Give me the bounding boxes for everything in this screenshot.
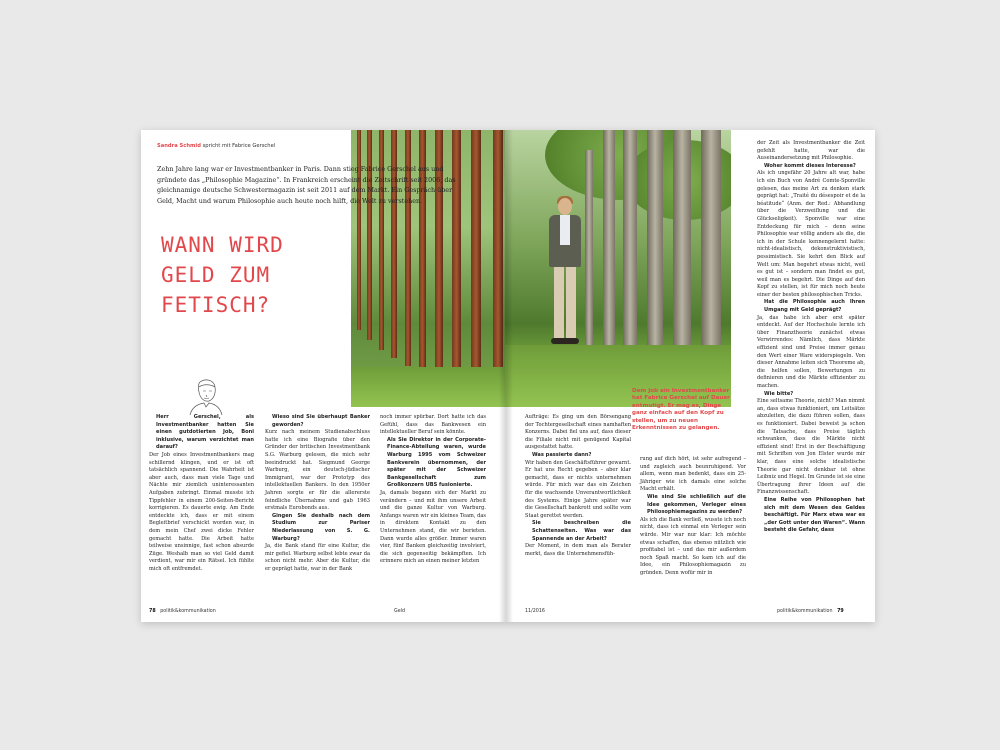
- question: Herr Gerschel, als Investmentbanker hatten Sie einen gutdotierten Job, Boni inklusive, warum verzichtet man darauf?: [156, 414, 254, 451]
- author-name: Sandra Schmid: [157, 143, 201, 149]
- section-name: politik&kommunikation: [777, 609, 833, 614]
- answer: Wir haben den Geschäftsführer gewarnt. Er hat uns Recht gegeben – aber klar gemacht, dass er nichts unternehmen würde. Für mich war das ein Zeichen für die wachsende Unverantwortlichkeit des Systems. Einige Jahre später war die Gesellschaft bankrott und sollte vom Staat gerettet werden.: [525, 459, 631, 519]
- column-1: [149, 414, 254, 573]
- answer: Ja, die Bank stand für eine Kultur, die mir gefiel. Warburg selbst lebte zwar da schon nicht mehr. Aber die Kultur, die er geprägt hatte, war in der Bank: [265, 543, 370, 572]
- byline-rest: spricht mit Fabrice Gerschel: [200, 143, 276, 149]
- left-page: [141, 130, 505, 622]
- portrait-sketch-icon: [186, 378, 226, 416]
- page-number: 79: [837, 609, 844, 614]
- answer: Der Job eines Investmentbankers mag schillernd klingen, und er ist oft tatsächlich spannend. Die Wahrheit ist aber auch, dass man viele Tage und Nächte mir ziemlich uninteressanten Aufgaben zubringt. Einmal musste ich Tippfehler in einem 200-Seiten-Bericht korrigieren. Es dauerte ewig. Am Ende entdeckte ich, dass er mit einem Begleitbrief verschickt worden war, in dem mein Chef zwei dicke Fehler gemacht hatte. Die Arbeit hatte teilweise unsinnige, fast schon absurde Züge. Weshalb man so viel Geld damit verdient, war mir ein Rätsel. Ich fühlte mich oft entfremdet.: [149, 451, 254, 572]
- question: Wieso sind Sie überhaupt Banker geworden?: [272, 414, 370, 428]
- section-name: politik&kommunikation: [160, 609, 216, 614]
- answer: Kurz nach meinem Studienabschluss hatte ich eine Biografie über den Gründer der britischen Investmentbank S.G. Warburg gelesen, die mich sehr beeindruckt hat. Siegmund George Warburg, ein deutsch-jüdischer Immigrant, war der Prototyp des intellektuellen Bankers. In den 1950er Jahren sorgte er für die allererste feindliche Übernahme und gab 1963 erstmals Eurobonds aus.: [265, 429, 370, 512]
- left-footer: [149, 609, 216, 614]
- column-4: [525, 414, 631, 558]
- answer: Aufträge: Es ging um den Börsengang der Tochtergesellschaft eines namhaften Konzerns. Dabei fiel uns auf, dass dieser die Filiale nicht mit genügend Kapital ausgestattet hatte.: [525, 414, 631, 451]
- answer: Eine seltsame Theorie, nicht? Man nimmt an, dass etwas funktioniert, um Leitsätze abzuleiten, die dazu führen sollen, dass es funktioniert. Dabei beweist ja schon die Tatsache, dass Preise täglich schwanken, dass die Märkte nicht effizient sind! Erst in der Beschäftigung mit Schriften von Jon Elster wurde mir klar, dass eine solche idealistische Theorie gar nicht denkbar ist ohne Leibniz und Hegel. Im Grunde ist sie eine Übertragung ihrer Ideen auf die Finanzwissenschaft.: [757, 398, 865, 496]
- magazine-spread: [141, 130, 875, 622]
- byline: [157, 143, 275, 149]
- answer: rung auf dich hört, ist sehr aufregend – und zugleich auch beunruhigend. Vor allem, wenn man bedenkt, dass ein 25-Jähriger wie ich damals eine solche Macht erhält.: [640, 456, 746, 493]
- column-6: [757, 140, 865, 535]
- question: Sie beschreiben die Schattenseiten. Was war das Spannende an der Arbeit?: [532, 520, 631, 542]
- photo-right-half: [505, 130, 731, 407]
- question: Wie sind Sie schließlich auf die Idee gekommen, Verleger eines Philosophiemagazins zu werden?: [647, 493, 746, 516]
- page-gutter: [499, 130, 513, 622]
- question: Was passierte dann?: [532, 451, 592, 458]
- question: Hat die Philosophie auch Ihren Umgang mit Geld geprägt?: [764, 299, 865, 314]
- answer: Als ich ungefähr 20 Jahre alt war, habe ich ein Buch von André Comte-Sponville gelesen, das meine Art zu denken stark geprägt hat: „Traité du désespoir et de la béatitude“ (Anm. der Red.: Abhandlung über die Verzweiflung und die Glückseligkeit). Sponville war eine Entdeckung für mich – denn seine Philosophie war völlig anders als die, die ich in der Schule kennengelernt hatte: nicht-idealistisch, dekonstruktivistisch, pessimistisch. Sie kehrt den Blick auf Welt um: Man begehrt etwas nicht, weil es gut ist – sondern man findet es gut, weil man es begehrt. Die Dinge auf den Kopf zu stellen, ist für mich noch heute einer der besten philosophischen Tricks.: [757, 170, 865, 298]
- column-5: [640, 456, 746, 578]
- question: Als Sie Direktor in der Corporate-Finance-Abteilung waren, wurde Warburg 1995 vom Schweizer Bankverein übernommen, der später mit der Schweizer Bankgesellschaft zum Großkonzern UBS fusionierte.: [387, 436, 486, 489]
- answer: Ja, damals begann sich der Markt zu verändern – und mit ihm unsere Arbeit und die ganze Kultur von Warburg. Anfangs waren wir ein kleines Team, das in direktem Kontakt zu den Unternehmen stand, die wir berieten. Dann wurde alles größer. Immer waren vier, fünf Banken gleichzeitig involviert, die sich gegenseitig bekämpften. Ich erinnere mich an einen meiner letzten: [380, 489, 486, 565]
- photo-caption: Dem Job ein Investmentbanker hat Fabrice Gerschel auf Dauer entmutigt. Er mag es, Dinge ganz einfach auf den Kopf zu stellen, um zu neuen Erkenntnissen zu gelangen.: [632, 388, 730, 432]
- right-page: [505, 130, 875, 622]
- column-3: [380, 414, 486, 566]
- issue-date: 11/2016: [525, 609, 545, 614]
- right-footer: [777, 609, 844, 614]
- answer: der Zeit als Investmentbanker die Zeit gefehlt hatte, war die Auseinandersetzung mit Philosophie.: [757, 140, 865, 162]
- topic-label: Geld: [394, 609, 406, 614]
- person-figure: [547, 198, 583, 358]
- headline: WANN WIRD GELD ZUM FETISCH?: [161, 233, 284, 317]
- question: Wie bitte?: [764, 390, 794, 397]
- page-number: 78: [149, 609, 156, 614]
- column-2: [265, 414, 370, 573]
- intro-text: Zehn Jahre lang war er Investmentbanker in Paris. Dann stieg Fabrice Gerschel aus und gründete das „Philosophie Magazine“. In Frankreich erscheint die Zeitschrift seit 2006, das gleichnamige deutsche Schwestermagazin ist seit 2011 auf dem Markt. Ein Gespräch über Geld, Macht und warum Philosophie auch heute noch hilft, die Welt zu verstehen.: [157, 165, 456, 205]
- answer: noch immer spürbar. Dort hatte ich das Gefühl, dass das Bankwesen ein intellektueller Beruf sein könnte.: [380, 414, 486, 436]
- answer: Ja, das habe ich aber erst später entdeckt. Auf der Hochschule lernte ich über Finanztheorie zunächst etwas Verwirrendes: Nämlich, dass Märkte effizient sind und Preise immer genau den Wert einer Ware widerspiegeln. Von dieser Annahme leiten sich Theoreme ab, die helfen sollen, Bewertungen zu definieren und die Märkte effizienter zu machen.: [757, 314, 865, 389]
- answer: Der Moment, in dem man als Berater merkt, dass die Unternehmensfüh-: [525, 543, 631, 557]
- answer: Als ich die Bank verließ, wusste ich noch nicht, dass ich einmal ein Verleger sein würde. Mir war nur klar: Ich möchte etwas schaffen, das ebenso nützlich wie profitabel ist – und das mir außerdem noch Spaß macht. So kam ich auf die Idee, ein Philosophiemagazin zu gründen. Denn wofür mir in: [640, 516, 746, 576]
- question: Woher kommt dieses Interesse?: [764, 162, 856, 169]
- question: Eine Reihe von Philosophen hat sich mit dem Wesen des Geldes beschäftigt. Für Marx etwa war es „der Gott unter den Waren“. Wann besteht die Gefahr, dass: [764, 496, 865, 534]
- question: Gingen Sie deshalb nach dem Studium zur Pariser Niederlassung von S. G. Warburg?: [272, 512, 370, 542]
